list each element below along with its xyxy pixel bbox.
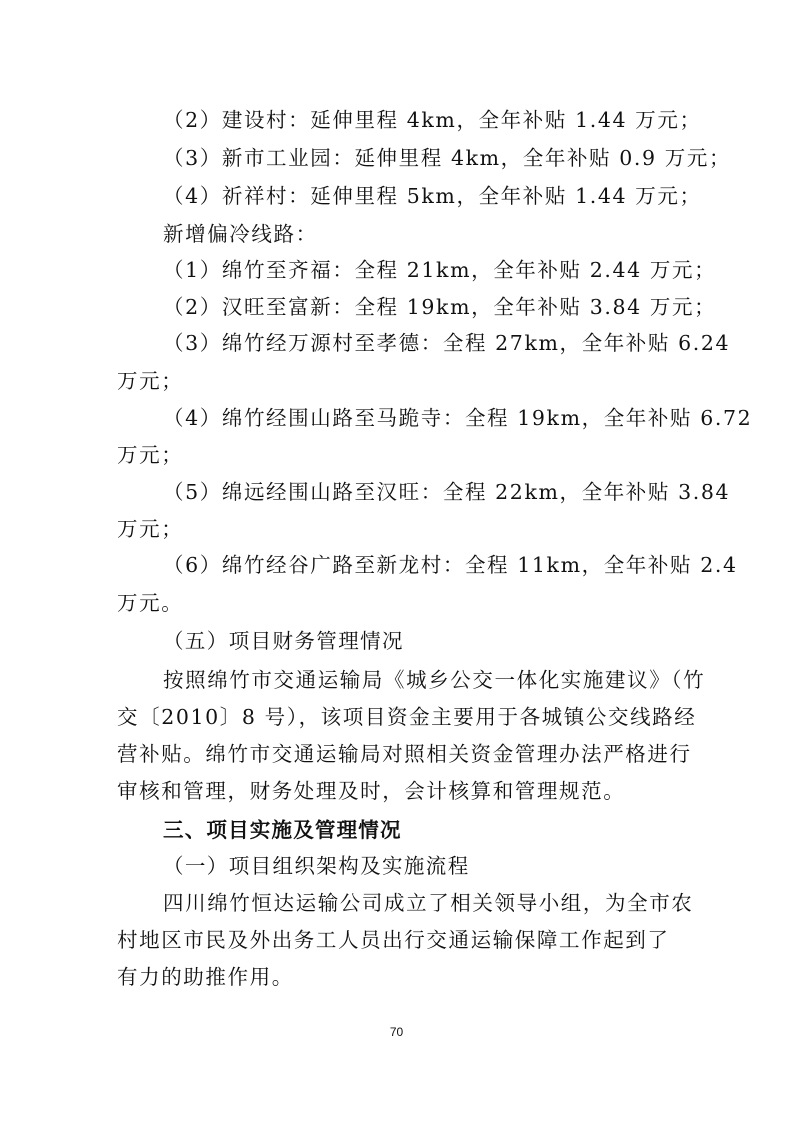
text-line: 有力的助推作用。	[117, 965, 294, 989]
text-line: （4）绵竹经围山路至马跪寺：全程 19km，全年补贴 6.72	[163, 406, 753, 430]
text-line: （3）绵竹经万源村至孝德：全程 27km，全年补贴 6.24	[163, 331, 731, 355]
text-line: （1）绵竹至齐福：全程 21km，全年补贴 2.44 万元；	[163, 258, 717, 282]
text-line: 新增偏冷线路：	[163, 222, 318, 246]
text-line: 四川绵竹恒达运输公司成立了相关领导小组，为全市农	[163, 891, 694, 915]
text-line: 万元。	[117, 591, 184, 615]
text-line: （4）祈祥村：延伸里程 5km，全年补贴 1.44 万元；	[163, 184, 702, 208]
text-line: 按照绵竹市交通运输局《城乡公交一体化实施建议》（竹	[163, 668, 706, 692]
text-line: 村地区市民及外出务工人员出行交通运输保障工作起到了	[117, 928, 670, 952]
text-line: （5）绵远经围山路至汉旺：全程 22km，全年补贴 3.84	[163, 480, 731, 504]
section-heading: （五）项目财务管理情况	[163, 629, 404, 653]
text-line: 万元；	[117, 517, 184, 541]
text-line: 万元；	[117, 369, 184, 393]
text-line: （2）汉旺至富新：全程 19km，全年补贴 3.84 万元；	[163, 295, 717, 319]
text-line: （6）绵竹经谷广路至新龙村：全程 11km，全年补贴 2.4	[163, 553, 738, 577]
text-line: 万元；	[117, 443, 184, 467]
chapter-heading: 三、项目实施及管理情况	[163, 818, 402, 842]
text-line: 审核和管理，财务处理及时，会计核算和管理规范。	[117, 779, 626, 803]
text-line: （3）新市工业园：延伸里程 4km，全年补贴 0.9 万元；	[163, 146, 732, 170]
page-number: 70	[389, 1025, 404, 1039]
text-line: 交〔2010〕8 号），该项目资金主要用于各城镇公交线路经	[117, 705, 697, 729]
section-heading: （一）项目组织架构及实施流程	[163, 854, 470, 878]
text-line: 营补贴。绵竹市交通运输局对照相关资金管理办法严格进行	[117, 742, 692, 766]
text-line: （2）建设村：延伸里程 4km，全年补贴 1.44 万元；	[163, 108, 702, 132]
